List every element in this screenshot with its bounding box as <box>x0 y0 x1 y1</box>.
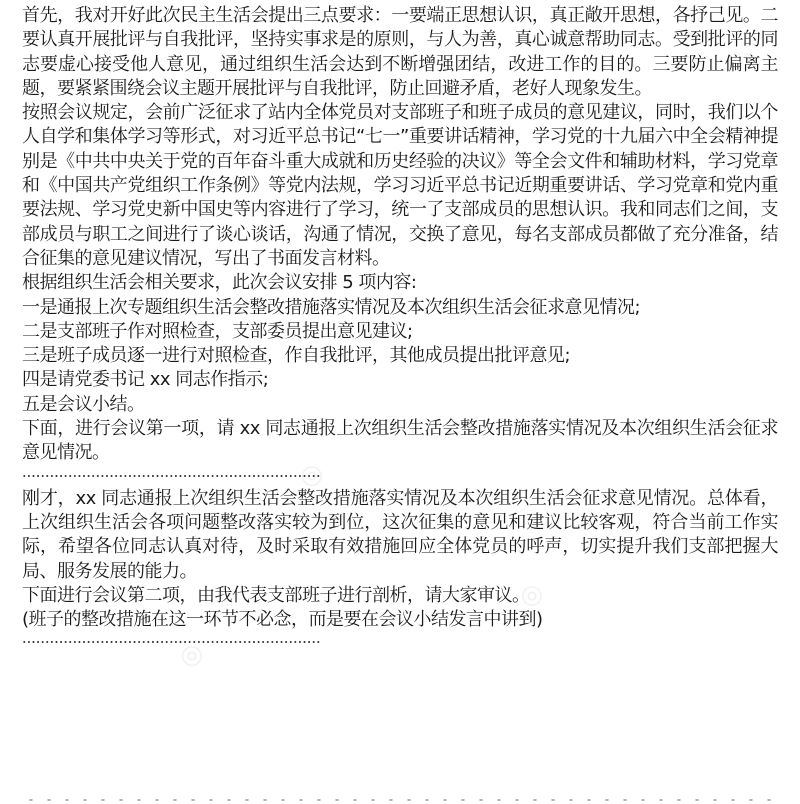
agenda-item-2: 二是支部班子作对照检查，支部委员提出意见建议; <box>22 320 413 342</box>
agenda-item-4: 四是请党委书记 xx 同志作指示; <box>22 369 269 391</box>
agenda-item-3: 三是班子成员逐一进行对照检查，作自我批评，其他成员提出批评意见; <box>22 345 571 367</box>
paragraph-note: (班子的整改措施在这一环节不必念，而是要在会议小结发言中讲到) <box>22 609 543 631</box>
paragraph-agenda-intro: 根据组织生活会相关要求，此次会议安排 5 项内容: <box>22 272 417 294</box>
agenda-item-5: 五是会议小结。 <box>22 393 145 415</box>
cut-off-text-line <box>22 790 782 804</box>
paragraph-second-item: 下面进行会议第二项，由我代表支部班子进行剖析，请大家审议。 <box>22 584 530 606</box>
paragraph-first-item: 下面，进行会议第一项，请 xx 同志通报上次组织生活会整改措施落实情况及本次组织生活会征求意见情况。 <box>22 418 778 464</box>
watermark-mark: ◎ <box>174 636 209 674</box>
agenda-item-1: 一是通报上次专题组织生活会整改措施落实情况及本次组织生活会征求意见情况; <box>22 296 641 318</box>
paragraph-requirements: 首先，我对开好此次民主生活会提出三点要求：一要端正思想认识，真正敞开思想，各抒己见。二要认真开展批评与自我批评，坚持实事求是的原则，与人为善，真心诚意帮助同志。受到批评的同志要虚心接受他人意见，通过组织生活会达到不断增强团结，改进工作的目的。三要防止偏离主题，要紧紧围绕会议主题开展批评与自我批评，防止回避矛盾，老好人现象发生。 <box>22 5 778 99</box>
dotted-separator <box>22 640 322 644</box>
paragraph-preparation: 按照会议规定，会前广泛征求了站内全体党员对支部班子和班子成员的意见建议，同时，我们以个人自学和集体学习等形式，对习近平总书记“七一”重要讲话精神，学习党的十九届六中全会精神提别是《中共中央关于党的百年奋斗重大成就和历史经验的决议》等全会文件和辅助材料，学习党章和《中国共产党组织工作条例》等党内法规，学习习近平总书记近期重要讲话、学习党章和党内重要法规、学习党史新中国史等内容进行了学习，统一了支部成员的思想认识。我和同志们之间，支部成员与职工之间进行了谈心谈话，沟通了情况，交换了意见，每名支部成员都做了充分准备，结合征集的意见建议情况，写出了书面发言材料。 <box>22 102 778 269</box>
paragraph-summary: 刚才，xx 同志通报上次组织生活会整改措施落实情况及本次组织生活会征求意见情况。总体看，上次组织生活会各项问题整改落实较为到位，这次征集的意见和建议比较客观，符合当前工作实际，希望各位同志认真对待，及时采取有效措施回应全体党员的呼声，切实提升我们支部把握大局、服务发展的能力。 <box>22 487 778 582</box>
watermark-mark: ◎ <box>514 576 549 614</box>
watermark-mark: ◎ <box>294 456 329 494</box>
dotted-separator <box>22 474 322 478</box>
cut-off-text-fragment <box>22 797 782 803</box>
